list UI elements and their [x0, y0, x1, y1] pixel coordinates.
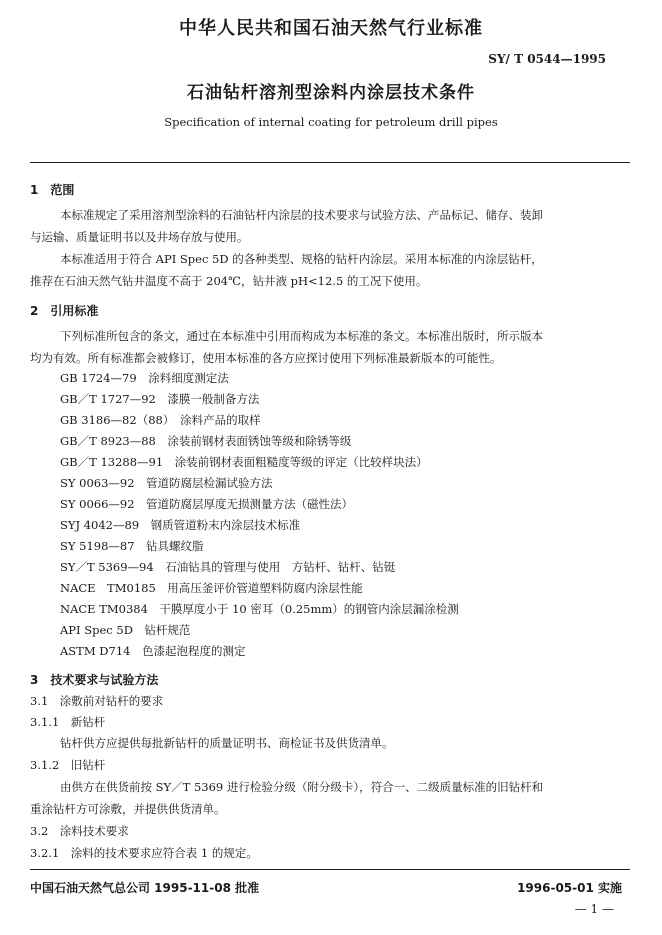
footer-rule	[30, 869, 630, 870]
reference-item: SY 5198—87 钻具螺纹脂	[60, 539, 204, 553]
clause-3-1-2-line-1: 由供方在供货前按 SY／T 5369 进行检验分级（附分级卡），符合一、二级质量标准的旧钻杆和	[60, 780, 544, 794]
clause-3-1-2: 3.1.2 旧钻杆	[30, 758, 106, 772]
reference-item: GB 3186—82（88） 涂料产品的取样	[60, 413, 261, 427]
reference-item: GB／T 13288—91 涂装前钢材表面粗糙度等级的评定（比较样块法）	[60, 455, 428, 469]
reference-item: SYJ 4042—89 钢质管道粉末内涂层技术标准	[60, 518, 301, 532]
page-number: — 1 —	[574, 902, 614, 916]
reference-item: GB／T 1727—92 漆膜一般制备方法	[60, 392, 260, 406]
section-2-intro-line-1: 下列标准所包含的条文，通过在本标准中引用而构成为本标准的条文。本标准出版时，所示版本	[60, 329, 543, 343]
document-title: 石油钻杆溶剂型涂料内涂层技术条件	[187, 83, 475, 103]
approval-statement: 中国石油天然气总公司 1995-11-08 批准	[30, 881, 260, 895]
clause-3-1-1: 3.1.1 新钻杆	[30, 715, 106, 729]
reference-item: SY 0063—92 管道防腐层检漏试验方法	[60, 476, 273, 490]
reference-item: ASTM D714 色漆起泡程度的测定	[60, 644, 246, 658]
clause-3-2: 3.2 涂料技术要求	[30, 824, 129, 838]
clause-3-1-1-text: 钻杆供方应提供每批新钻杆的质量证明书、商检证书及供货清单。	[60, 736, 394, 750]
industry-standard-header: 中华人民共和国石油天然气行业标准	[179, 18, 483, 39]
clause-3-1-2-line-2: 重涂钻杆方可涂敷，并提供供货清单。	[30, 802, 226, 816]
clause-3-2-1: 3.2.1 涂料的技术要求应符合表 1 的规定。	[30, 846, 258, 860]
section-1-paragraph-2-line-1: 本标准适用于符合 API Spec 5D 的各种类型、规格的钻杆内涂层。采用本标准的内涂层钻杆，	[60, 252, 543, 266]
document-title-english: Specification of internal coating for petroleum drill pipes	[164, 115, 498, 129]
reference-item: NACE TM0185 用高压釜评价管道塑料防腐内涂层性能	[60, 581, 363, 595]
section-1-paragraph-2-line-2: 推荐在石油天然气钻井温度不高于 204℃，钻井液 pH<12.5 的工况下使用。	[30, 274, 428, 288]
header-rule	[30, 162, 630, 163]
reference-item: API Spec 5D 钻杆规范	[60, 623, 191, 637]
reference-item: SY 0066—92 管道防腐层厚度无损测量方法（磁性法）	[60, 497, 354, 511]
reference-item: SY／T 5369—94 石油钻具的管理与使用 方钻杆、钻杆、钻铤	[60, 560, 396, 574]
clause-3-1: 3.1 涂敷前对钻杆的要求	[30, 694, 164, 708]
section-1-paragraph-1-line-1: 本标准规定了采用溶剂型涂料的石油钻杆内涂层的技术要求与试验方法、产品标记、储存、装卸	[60, 208, 543, 222]
section-1-paragraph-1-line-2: 与运输、质量证明书以及井场存放与使用。	[30, 230, 249, 244]
reference-item: GB／T 8923—88 涂装前钢材表面锈蚀等级和除锈等级	[60, 434, 352, 448]
section-2-heading: 2 引用标准	[30, 304, 99, 318]
standard-number: SY/ T 0544—1995	[488, 52, 606, 66]
reference-item: GB 1724—79 涂料细度测定法	[60, 371, 229, 385]
section-2-intro-line-2: 均为有效。所有标准都会被修订，使用本标准的各方应探讨使用下列标准最新版本的可能性。	[30, 351, 502, 365]
section-3-heading: 3 技术要求与试验方法	[30, 673, 159, 687]
implementation-date: 1996-05-01 实施	[517, 881, 622, 895]
section-1-heading: 1 范围	[30, 183, 75, 197]
reference-item: NACE TM0384 干膜厚度小于 10 密耳（0.25mm）的钢管内涂层漏涂检测	[60, 602, 459, 616]
